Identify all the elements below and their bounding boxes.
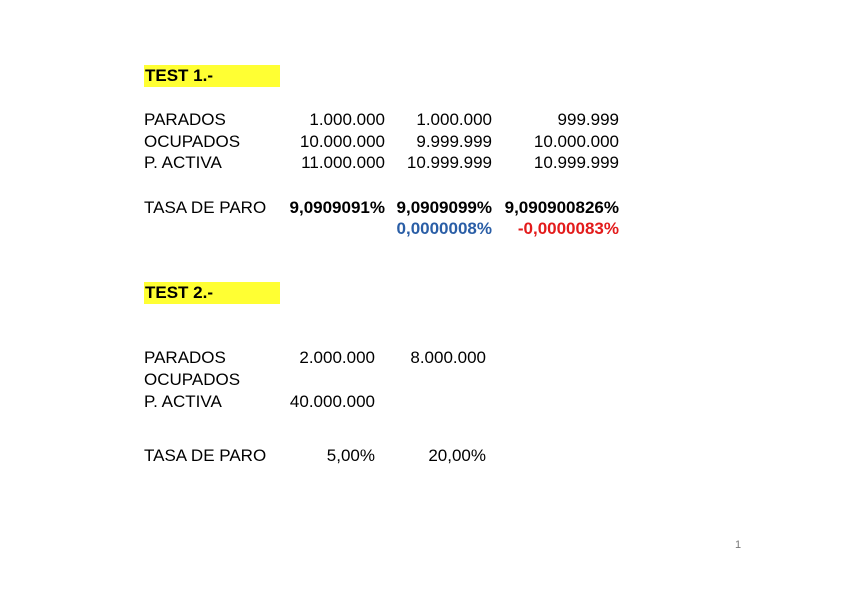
test1-row-pactiva-c1: 11.000.000 xyxy=(301,153,385,172)
test2-row-ocupados-label: OCUPADOS xyxy=(144,370,241,389)
test2-row-parados-c2: 8.000.000 xyxy=(410,348,486,367)
test1-row-pactiva-c2: 10.999.999 xyxy=(406,153,492,172)
test2-rate-c1: 5,00% xyxy=(326,446,375,465)
test1-row-pactiva-label: P. ACTIVA xyxy=(144,153,222,172)
test1-row-ocupados-c1: 10.000.000 xyxy=(299,132,385,151)
test1-diff-c3: -0,0000083% xyxy=(517,219,619,238)
test2-rate-c2: 20,00% xyxy=(428,446,486,465)
test1-row-ocupados-c3: 10.000.000 xyxy=(533,132,619,151)
test1-row-parados-c1: 1.000.000 xyxy=(309,110,385,129)
test2-row-parados-c1: 2.000.000 xyxy=(299,348,375,367)
test2-rate-label: TASA DE PARO xyxy=(144,446,267,465)
test1-row-parados-label: PARADOS xyxy=(144,110,226,129)
test2-title: TEST 2.- xyxy=(144,282,280,304)
test2-row-pactiva-label: P. ACTIVA xyxy=(144,392,222,411)
page-number: 1 xyxy=(735,539,742,551)
test1-rate-c3: 9,090900826% xyxy=(504,198,619,217)
test1-rate-c2: 9,0909099% xyxy=(396,198,492,217)
test1-title: TEST 1.- xyxy=(144,65,280,87)
test1-rate-c1: 9,0909091% xyxy=(289,198,385,217)
test1-diff-c2: 0,0000008% xyxy=(396,219,492,238)
test1-row-ocupados-label: OCUPADOS xyxy=(144,132,241,151)
test1-row-ocupados-c2: 9.999.999 xyxy=(416,132,492,151)
test1-row-pactiva-c3: 10.999.999 xyxy=(533,153,619,172)
test2-row-parados-label: PARADOS xyxy=(144,348,226,367)
test1-rate-label: TASA DE PARO xyxy=(144,198,267,217)
test1-row-parados-c2: 1.000.000 xyxy=(416,110,492,129)
test2-row-pactiva-c1: 40.000.000 xyxy=(289,392,375,411)
test1-row-parados-c3: 999.999 xyxy=(557,110,619,129)
